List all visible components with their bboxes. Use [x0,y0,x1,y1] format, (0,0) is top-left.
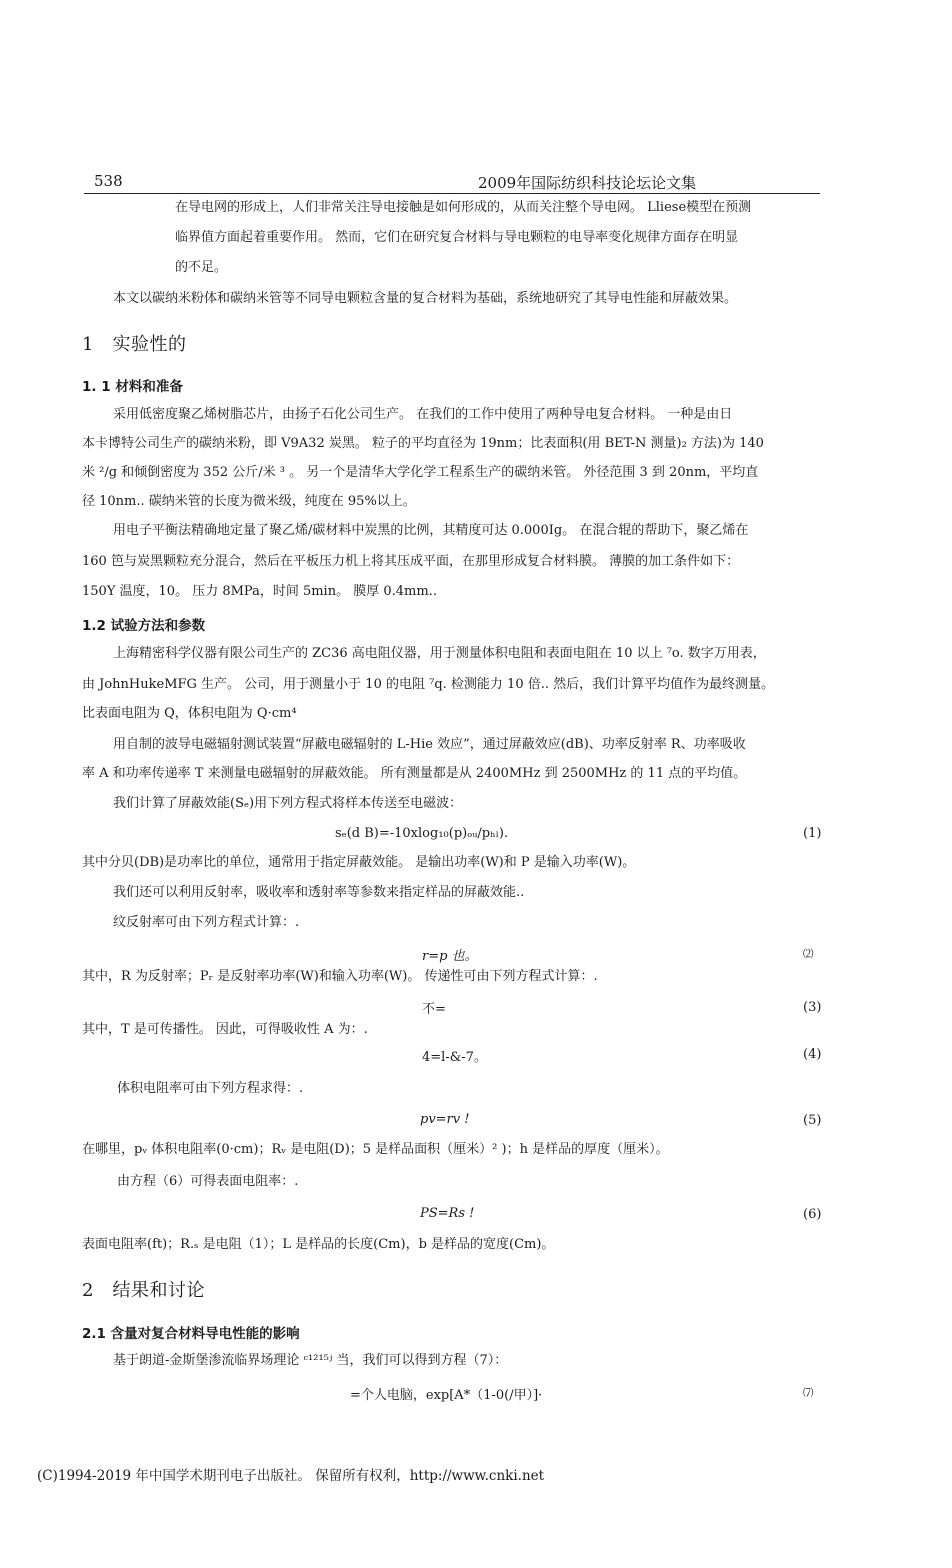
materials-line-1: 采用低密度聚乙烯树脂芯片，由扬子石化公司生产。 在我们的工作中使用了两种导电复合材料。 一种是由日 [113,407,733,422]
equation-5: pv=rv ! [420,1112,470,1127]
equation-1: sₑ(d B)=-10xlog₁₀(p)ₒᵤ/pₕₗ). [335,826,509,841]
section-heading-2: 2 结果和讨论 [82,1280,205,1301]
subsection-heading-1-2: 1.2 试验方法和参数 [82,618,206,634]
intro-line-1: 在导电网的形成上，人们非常关注导电接触是如何形成的，从而关注整个导电网。 Lliese模型在预测 [175,200,752,215]
eq3-explanation: 其中，T 是可传播性。 因此，可得吸收性 A 为：. [82,1022,368,1037]
materials-line-2: 本卡博特公司生产的碳纳米粉，即 V9A32 炭黑。 粒子的平均直径为 19nm；比表面积(用 BET-N 测量)₂ 方法)为 140 [82,436,764,451]
eq2-explanation: 其中，R 为反射率；Pᵣ 是反射率功率(W)和输入功率(W)。 传递性可由下列方程式计算：. [82,969,598,984]
header-rule [84,193,820,194]
shielding-line-2: 率 A 和功率传递率 T 来测量电磁辐射的屏蔽效能。 所有测量都是从 2400MHz 到 2500MHz 的 11 点的平均值。 [82,766,747,781]
equation-6: PS=Rs ! [420,1206,475,1221]
prep-line-3: 150Y 温度，10。 压力 8MPa，时间 5min。 膜厚 0.4mm.. [82,584,437,599]
shielding-line-3: 我们计算了屏蔽效能(Sₑ)用下列方程式将样本传送至电磁波： [113,796,463,811]
intro-paragraph: 本文以碳纳米粉体和碳纳米管等不同导电颗粒含量的复合材料为基础，系统地研究了其导电性能和屏蔽效果。 [113,291,738,306]
equation-2: r=p 也。 [422,949,478,964]
equation-1-number: (1) [803,826,822,841]
prep-line-2: 160 笆与炭黑颗粒充分混合，然后在平板压力机上将其压成平面，在那里形成复合材料膜。 薄膜的加工条件如下： [82,554,740,569]
reflectivity-eq-intro: 纹反射率可由下列方程式计算：. [113,915,300,930]
equation-5-number: (5) [803,1113,822,1128]
equation-7: =个人电脑，exp[A*（1-0(/甲）]· [350,1388,543,1403]
equation-6-number: (6) [803,1207,822,1222]
reflectivity-intro: 我们还可以利用反射率，吸收率和透射率等参数来指定样品的屏蔽效能.. [113,885,525,900]
equation-4: 4=l-&-7。 [422,1050,487,1065]
eq1-explanation: 其中分贝(DB)是功率比的单位，通常用于指定屏蔽效能。 是输出功率(W)和 P 是输入功率(W)。 [82,855,636,870]
intro-line-2: 临界值方面起着重要作用。 然而，它们在研究复合材料与导电颗粒的电导率变化规律方面存在明显 [175,230,739,245]
results-line-1: 基于朗道-金斯堡渗流临界场理论 ᶜ¹²¹⁵ʲ 当，我们可以得到方程（7）： [113,1353,508,1368]
volume-resistivity-intro: 体积电阻率可由下列方程求得：. [117,1081,304,1096]
surface-resistivity-intro: 由方程（6）可得表面电阻率：. [117,1174,299,1189]
equation-7-number: ⑺ [803,1387,814,1399]
eq5-explanation: 在哪里，pᵥ 体积电阻率(0·cm)；Rᵥ 是电阻(D)；5 是样品面积（厘米）² )；h 是样品的厚度（厘米）。 [82,1142,669,1157]
method-line-2: 由 JohnHukeMFG 生产。 公司，用于测量小于 10 的电阻 ⁷q. 检测能力 10 倍.. 然后，我们计算平均值作为最终测量。 [82,677,775,692]
subsection-heading-1-1: 1. 1 材料和准备 [82,379,183,395]
copyright-footer: (C)1994-2019 年中国学术期刊电子出版社。 保留所有权利，http://www.cnki.net [37,1468,545,1484]
equation-3-number: (3) [803,1000,822,1015]
journal-title: 2009年国际纺织科技论坛论文集 [478,174,697,192]
materials-line-3: 米 ²/g 和倾倒密度为 352 公斤/米 ³ 。 另一个是清华大学化学工程系生产的碳纳米管。 外径范围 3 到 20nm，平均直 [82,465,759,480]
subsection-heading-2-1: 2.1 含量对复合材料导电性能的影响 [82,1326,300,1342]
equation-3: 不= [422,1002,446,1017]
materials-line-4: 径 10nm.. 碳纳米管的长度为微米级，纯度在 95%以上。 [82,494,416,509]
equation-4-number: (4) [803,1047,822,1062]
page-number: 538 [94,172,123,190]
equation-2-number: ⑵ [803,948,814,960]
eq6-explanation: 表面电阻率(ft)；R.ₛ 是电阻（1）；L 是样品的长度(Cm)，b 是样品的宽度(Cm)。 [82,1237,555,1252]
intro-line-3: 的不足。 [175,260,228,275]
shielding-line-1: 用自制的波导电磁辐射测试装置“屏蔽电磁辐射的 L-Hie 效应”，通过屏蔽效应(dB)、功率反射率 R、功率吸收 [113,737,746,752]
prep-line-1: 用电子平衡法精确地定量了聚乙烯/碳材料中炭黑的比例，其精度可达 0.000Ig。 在混合辊的帮助下，聚乙烯在 [113,523,749,538]
section-heading-1: 1 实验性的 [82,334,187,355]
method-line-1: 上海精密科学仪器有限公司生产的 ZC36 高电阻仪器，用于测量体积电阻和表面电阻在 10 以上 ⁷o. 数字万用表， [113,646,766,661]
method-line-3: 比表面电阻为 Q，体积电阻为 Q·cm⁴ [82,706,297,721]
